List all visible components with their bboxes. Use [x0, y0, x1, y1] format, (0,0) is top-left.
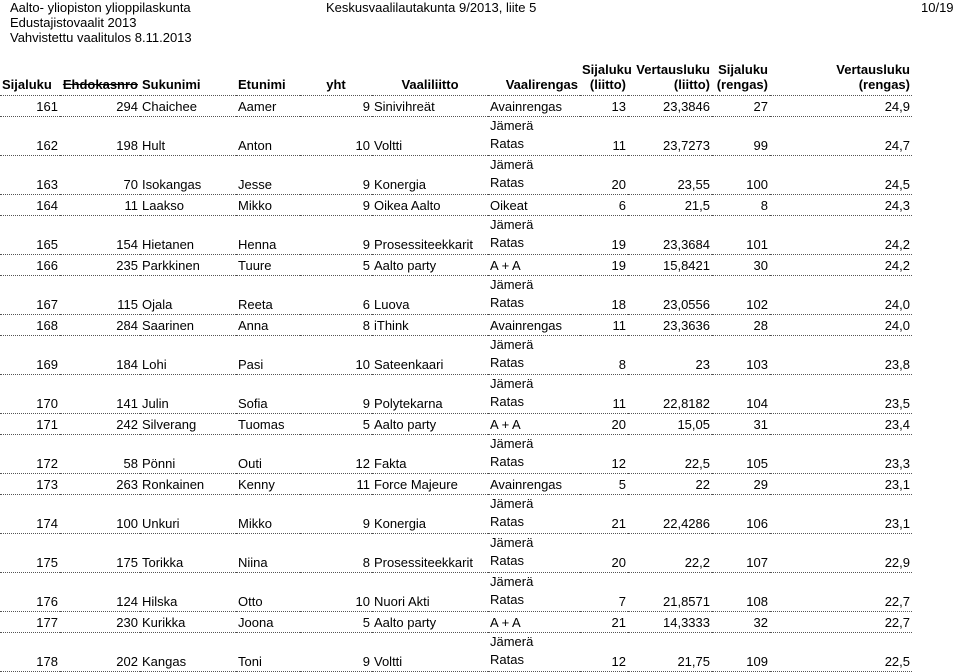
cell-ehdokasnro: 115	[60, 276, 140, 315]
vaalirengas-line2: Avainrengas	[490, 477, 563, 492]
cell-sijaluku-liitto: 12	[580, 435, 628, 474]
cell-etunimi: Reeta	[236, 276, 300, 315]
cell-vaalirengas	[488, 96, 580, 117]
cell-vaalirengas	[488, 633, 580, 672]
cell-vertausluku-rengas: 22,5	[770, 633, 912, 672]
cell-vaaliliitto: Prosessiteekkarit	[372, 534, 488, 573]
col-vertausluku-liitto-line2: (liitto)	[673, 77, 710, 92]
vaalirengas-line2: Ratas	[490, 454, 524, 469]
cell-etunimi: Jesse	[236, 156, 300, 195]
cell-sijaluku-liitto: 7	[580, 573, 628, 612]
table-row	[0, 573, 912, 612]
cell-sijaluku-liitto: 11	[580, 375, 628, 414]
cell-yht: 10	[300, 336, 372, 375]
cell-sijaluku: 167	[0, 276, 60, 315]
cell-sijaluku-rengas: 29	[712, 474, 770, 495]
cell-sijaluku: 172	[0, 435, 60, 474]
cell-sukunimi: Kangas	[140, 633, 236, 672]
cell-sijaluku-liitto: 20	[580, 414, 628, 435]
cell-ehdokasnro: 124	[60, 573, 140, 612]
cell-etunimi: Joona	[236, 612, 300, 633]
cell-sijaluku-rengas: 8	[712, 195, 770, 216]
cell-sijaluku-liitto: 21	[580, 612, 628, 633]
cell-vaaliliitto: Konergia	[372, 156, 488, 195]
cell-etunimi: Pasi	[236, 336, 300, 375]
page-header	[0, 0, 960, 48]
header-organization: Aalto- yliopiston ylioppilaskunta	[10, 0, 191, 15]
vaalirengas-line2: Oikeat	[490, 198, 528, 213]
cell-sukunimi: Ronkainen	[140, 474, 236, 495]
col-sijaluku: Sijaluku	[0, 62, 60, 96]
vaalirengas-line2: Avainrengas	[490, 318, 563, 333]
vaalirengas-line1: Jämerä	[490, 217, 534, 232]
cell-sijaluku: 166	[0, 255, 60, 276]
vaalirengas-line2: Ratas	[490, 355, 524, 370]
results-table	[0, 62, 912, 672]
cell-sijaluku: 171	[0, 414, 60, 435]
cell-sukunimi: Pönni	[140, 435, 236, 474]
cell-sijaluku-liitto: 6	[580, 195, 628, 216]
cell-sukunimi: Kurikka	[140, 612, 236, 633]
cell-sijaluku-liitto: 11	[580, 315, 628, 336]
cell-vertausluku-liitto: 22,4286	[628, 495, 712, 534]
cell-sijaluku: 174	[0, 495, 60, 534]
cell-ehdokasnro: 263	[60, 474, 140, 495]
cell-yht: 12	[300, 435, 372, 474]
vaalirengas-line2: Ratas	[490, 394, 524, 409]
cell-sijaluku-rengas: 104	[712, 375, 770, 414]
cell-sijaluku: 169	[0, 336, 60, 375]
table-row	[0, 534, 912, 573]
cell-vaalirengas	[488, 534, 580, 573]
table-row	[0, 216, 912, 255]
cell-yht: 9	[300, 195, 372, 216]
cell-vaalirengas	[488, 612, 580, 633]
cell-vertausluku-rengas: 24,0	[770, 315, 912, 336]
cell-sijaluku-rengas: 105	[712, 435, 770, 474]
cell-vaaliliitto: Voltti	[372, 117, 488, 156]
col-vaalirengas: Vaalirengas	[488, 62, 580, 96]
cell-sijaluku-rengas: 28	[712, 315, 770, 336]
cell-sijaluku: 165	[0, 216, 60, 255]
cell-vertausluku-rengas: 24,2	[770, 216, 912, 255]
vaalirengas-line2: Ratas	[490, 652, 524, 667]
cell-vertausluku-rengas: 22,7	[770, 573, 912, 612]
cell-sijaluku-liitto: 8	[580, 336, 628, 375]
cell-yht: 5	[300, 255, 372, 276]
cell-sukunimi: Ojala	[140, 276, 236, 315]
cell-sukunimi: Laakso	[140, 195, 236, 216]
cell-ehdokasnro: 235	[60, 255, 140, 276]
cell-vaalirengas	[488, 414, 580, 435]
cell-vaaliliitto: Aalto party	[372, 612, 488, 633]
cell-etunimi: Mikko	[236, 195, 300, 216]
header-election: Edustajistovaalit 2013	[10, 15, 137, 30]
vaalirengas-line2: A + A	[490, 417, 521, 432]
page-number: 10/19	[921, 0, 954, 15]
cell-yht: 5	[300, 414, 372, 435]
col-sijaluku-rengas	[712, 62, 770, 96]
cell-vertausluku-rengas: 23,1	[770, 474, 912, 495]
col-sijaluku-rengas-line2: (rengas)	[716, 77, 768, 92]
cell-vaalirengas	[488, 276, 580, 315]
cell-sijaluku-rengas: 101	[712, 216, 770, 255]
cell-sijaluku: 161	[0, 96, 60, 117]
cell-sijaluku: 178	[0, 633, 60, 672]
cell-etunimi: Tuomas	[236, 414, 300, 435]
vaalirengas-line2: Ratas	[490, 514, 524, 529]
cell-sijaluku: 163	[0, 156, 60, 195]
cell-yht: 10	[300, 573, 372, 612]
cell-vertausluku-rengas: 24,5	[770, 156, 912, 195]
cell-vaaliliitto: Nuori Akti	[372, 573, 488, 612]
cell-etunimi: Mikko	[236, 495, 300, 534]
cell-sukunimi: Silverang	[140, 414, 236, 435]
table-row	[0, 195, 912, 216]
vaalirengas-line2: Ratas	[490, 136, 524, 151]
cell-sukunimi: Parkkinen	[140, 255, 236, 276]
vaalirengas-line1: Jämerä	[490, 436, 534, 451]
cell-vaaliliitto: iThink	[372, 315, 488, 336]
cell-sukunimi: Lohi	[140, 336, 236, 375]
cell-yht: 9	[300, 633, 372, 672]
cell-vertausluku-rengas: 23,1	[770, 495, 912, 534]
cell-vertausluku-liitto: 22,2	[628, 534, 712, 573]
cell-vaalirengas	[488, 495, 580, 534]
cell-vaalirengas	[488, 573, 580, 612]
vaalirengas-line2: A + A	[490, 615, 521, 630]
vaalirengas-line1: Jämerä	[490, 376, 534, 391]
cell-etunimi: Aamer	[236, 96, 300, 117]
cell-etunimi: Niina	[236, 534, 300, 573]
cell-sijaluku-rengas: 32	[712, 612, 770, 633]
table-row	[0, 495, 912, 534]
table-header-row	[0, 62, 912, 96]
cell-sijaluku-liitto: 13	[580, 96, 628, 117]
cell-sijaluku: 164	[0, 195, 60, 216]
cell-vertausluku-rengas: 24,0	[770, 276, 912, 315]
table-row	[0, 117, 912, 156]
cell-vertausluku-liitto: 15,8421	[628, 255, 712, 276]
cell-vaalirengas	[488, 255, 580, 276]
cell-etunimi: Tuure	[236, 255, 300, 276]
col-ehdokasnro	[60, 62, 140, 96]
cell-vertausluku-rengas: 24,9	[770, 96, 912, 117]
vaalirengas-line1: Jämerä	[490, 118, 534, 133]
cell-sijaluku-liitto: 5	[580, 474, 628, 495]
cell-sijaluku: 176	[0, 573, 60, 612]
cell-vertausluku-rengas: 23,8	[770, 336, 912, 375]
vaalirengas-line1: Jämerä	[490, 496, 534, 511]
cell-vertausluku-rengas: 23,3	[770, 435, 912, 474]
cell-vertausluku-liitto: 15,05	[628, 414, 712, 435]
cell-vertausluku-liitto: 23	[628, 336, 712, 375]
cell-yht: 11	[300, 474, 372, 495]
cell-vertausluku-rengas: 23,5	[770, 375, 912, 414]
col-vertausluku-liitto-line1: Vertausluku	[636, 62, 710, 77]
cell-vaalirengas	[488, 435, 580, 474]
cell-vertausluku-liitto: 21,8571	[628, 573, 712, 612]
cell-ehdokasnro: 242	[60, 414, 140, 435]
cell-yht: 6	[300, 276, 372, 315]
cell-yht: 5	[300, 612, 372, 633]
cell-vertausluku-liitto: 22,5	[628, 435, 712, 474]
cell-etunimi: Toni	[236, 633, 300, 672]
table-row	[0, 435, 912, 474]
cell-sukunimi: Hult	[140, 117, 236, 156]
cell-yht: 9	[300, 216, 372, 255]
cell-ehdokasnro: 11	[60, 195, 140, 216]
cell-sijaluku-rengas: 102	[712, 276, 770, 315]
cell-vaaliliitto: Aalto party	[372, 255, 488, 276]
cell-vaalirengas	[488, 195, 580, 216]
cell-ehdokasnro: 70	[60, 156, 140, 195]
cell-ehdokasnro: 284	[60, 315, 140, 336]
col-etunimi: Etunimi	[236, 62, 300, 96]
col-ehdokasnro-label: Ehdokasnro	[62, 77, 138, 92]
table-body	[0, 96, 912, 672]
vaalirengas-line2: Avainrengas	[490, 99, 563, 114]
cell-vaalirengas	[488, 117, 580, 156]
cell-vertausluku-rengas: 24,3	[770, 195, 912, 216]
cell-yht: 8	[300, 315, 372, 336]
cell-sijaluku-liitto: 19	[580, 216, 628, 255]
cell-vaaliliitto: Sinivihreät	[372, 96, 488, 117]
cell-vertausluku-liitto: 23,3636	[628, 315, 712, 336]
cell-vaaliliitto: Fakta	[372, 435, 488, 474]
table-row	[0, 255, 912, 276]
cell-vertausluku-rengas: 22,7	[770, 612, 912, 633]
table-row	[0, 375, 912, 414]
vaalirengas-line2: Ratas	[490, 235, 524, 250]
col-vertausluku-rengas	[770, 62, 912, 96]
cell-yht: 9	[300, 156, 372, 195]
cell-sijaluku-rengas: 106	[712, 495, 770, 534]
vaalirengas-line1: Jämerä	[490, 535, 534, 550]
cell-ehdokasnro: 58	[60, 435, 140, 474]
cell-vaalirengas	[488, 216, 580, 255]
cell-sijaluku-rengas: 109	[712, 633, 770, 672]
cell-yht: 9	[300, 96, 372, 117]
col-vertausluku-rengas-line2: (rengas)	[858, 77, 910, 92]
cell-etunimi: Henna	[236, 216, 300, 255]
cell-etunimi: Sofia	[236, 375, 300, 414]
vaalirengas-line1: Jämerä	[490, 277, 534, 292]
cell-sukunimi: Saarinen	[140, 315, 236, 336]
cell-sukunimi: Hilska	[140, 573, 236, 612]
cell-vaalirengas	[488, 156, 580, 195]
cell-ehdokasnro: 154	[60, 216, 140, 255]
vaalirengas-line2: Ratas	[490, 553, 524, 568]
cell-sijaluku: 170	[0, 375, 60, 414]
cell-sukunimi: Julin	[140, 375, 236, 414]
cell-vertausluku-liitto: 22,8182	[628, 375, 712, 414]
cell-sijaluku-rengas: 99	[712, 117, 770, 156]
cell-etunimi: Otto	[236, 573, 300, 612]
cell-sijaluku: 177	[0, 612, 60, 633]
header-confirmed: Vahvistettu vaalitulos 8.11.2013	[10, 30, 192, 45]
col-sijaluku-liitto-line2: (liitto)	[589, 77, 626, 92]
cell-sukunimi: Torikka	[140, 534, 236, 573]
col-vertausluku-liitto	[628, 62, 712, 96]
vaalirengas-line1: Jämerä	[490, 574, 534, 589]
cell-vertausluku-liitto: 23,3684	[628, 216, 712, 255]
vaalirengas-line2: Ratas	[490, 175, 524, 190]
cell-sijaluku: 173	[0, 474, 60, 495]
table-row	[0, 96, 912, 117]
cell-vaaliliitto: Aalto party	[372, 414, 488, 435]
cell-vertausluku-liitto: 23,55	[628, 156, 712, 195]
cell-sijaluku: 175	[0, 534, 60, 573]
cell-yht: 9	[300, 375, 372, 414]
cell-ehdokasnro: 230	[60, 612, 140, 633]
cell-vaaliliitto: Luova	[372, 276, 488, 315]
col-sijaluku-liitto-line1: Sijaluku	[582, 62, 632, 77]
cell-sijaluku-liitto: 21	[580, 495, 628, 534]
cell-vertausluku-rengas: 22,9	[770, 534, 912, 573]
cell-etunimi: Anna	[236, 315, 300, 336]
cell-sijaluku-liitto: 20	[580, 156, 628, 195]
cell-vertausluku-liitto: 22	[628, 474, 712, 495]
cell-vaalirengas	[488, 375, 580, 414]
cell-vertausluku-rengas: 24,7	[770, 117, 912, 156]
cell-sukunimi: Chaichee	[140, 96, 236, 117]
cell-sukunimi: Isokangas	[140, 156, 236, 195]
cell-sijaluku-rengas: 100	[712, 156, 770, 195]
cell-vaaliliitto: Polytekarna	[372, 375, 488, 414]
cell-vaalirengas	[488, 474, 580, 495]
cell-vertausluku-liitto: 14,3333	[628, 612, 712, 633]
cell-vaaliliitto: Force Majeure	[372, 474, 488, 495]
cell-sijaluku-liitto: 12	[580, 633, 628, 672]
cell-sijaluku: 162	[0, 117, 60, 156]
cell-etunimi: Anton	[236, 117, 300, 156]
table-row	[0, 276, 912, 315]
col-sukunimi: Sukunimi	[140, 62, 236, 96]
cell-sijaluku-rengas: 103	[712, 336, 770, 375]
vaalirengas-line1: Jämerä	[490, 337, 534, 352]
table-row	[0, 612, 912, 633]
table-row	[0, 315, 912, 336]
cell-yht: 10	[300, 117, 372, 156]
cell-sijaluku-rengas: 27	[712, 96, 770, 117]
cell-sijaluku-liitto: 19	[580, 255, 628, 276]
cell-sukunimi: Hietanen	[140, 216, 236, 255]
cell-vaaliliitto: Sateenkaari	[372, 336, 488, 375]
vaalirengas-line2: Ratas	[490, 295, 524, 310]
cell-sijaluku-rengas: 31	[712, 414, 770, 435]
cell-vertausluku-liitto: 23,7273	[628, 117, 712, 156]
vaalirengas-line1: Jämerä	[490, 634, 534, 649]
table-row	[0, 414, 912, 435]
cell-vaaliliitto: Konergia	[372, 495, 488, 534]
cell-sijaluku: 168	[0, 315, 60, 336]
cell-yht: 9	[300, 495, 372, 534]
cell-vaaliliitto: Prosessiteekkarit	[372, 216, 488, 255]
cell-vaalirengas	[488, 315, 580, 336]
cell-sijaluku-liitto: 20	[580, 534, 628, 573]
cell-ehdokasnro: 141	[60, 375, 140, 414]
cell-sijaluku-rengas: 30	[712, 255, 770, 276]
cell-sijaluku-rengas: 107	[712, 534, 770, 573]
header-center-title: Keskusvaalilautakunta 9/2013, liite 5	[326, 0, 537, 15]
cell-ehdokasnro: 175	[60, 534, 140, 573]
cell-ehdokasnro: 184	[60, 336, 140, 375]
cell-sijaluku-liitto: 11	[580, 117, 628, 156]
col-vertausluku-rengas-line1: Vertausluku	[836, 62, 910, 77]
col-yht: yht	[300, 62, 372, 96]
cell-ehdokasnro: 198	[60, 117, 140, 156]
cell-vertausluku-liitto: 21,5	[628, 195, 712, 216]
cell-sijaluku-liitto: 18	[580, 276, 628, 315]
cell-vertausluku-liitto: 21,75	[628, 633, 712, 672]
cell-etunimi: Outi	[236, 435, 300, 474]
cell-yht: 8	[300, 534, 372, 573]
col-vaaliliitto: Vaaliliitto	[372, 62, 488, 96]
table-row	[0, 336, 912, 375]
cell-vertausluku-rengas: 23,4	[770, 414, 912, 435]
cell-vertausluku-rengas: 24,2	[770, 255, 912, 276]
cell-vaalirengas	[488, 336, 580, 375]
table-row	[0, 156, 912, 195]
vaalirengas-line1: Jämerä	[490, 157, 534, 172]
cell-ehdokasnro: 100	[60, 495, 140, 534]
table-row	[0, 474, 912, 495]
cell-vaaliliitto: Voltti	[372, 633, 488, 672]
cell-vertausluku-liitto: 23,0556	[628, 276, 712, 315]
cell-sijaluku-rengas: 108	[712, 573, 770, 612]
vaalirengas-line2: A + A	[490, 258, 521, 273]
col-sijaluku-rengas-line1: Sijaluku	[718, 62, 768, 77]
vaalirengas-line2: Ratas	[490, 592, 524, 607]
cell-ehdokasnro: 294	[60, 96, 140, 117]
cell-vaaliliitto: Oikea Aalto	[372, 195, 488, 216]
table-row	[0, 633, 912, 672]
cell-ehdokasnro: 202	[60, 633, 140, 672]
cell-vertausluku-liitto: 23,3846	[628, 96, 712, 117]
cell-sukunimi: Unkuri	[140, 495, 236, 534]
cell-etunimi: Kenny	[236, 474, 300, 495]
col-sijaluku-liitto	[580, 62, 632, 96]
